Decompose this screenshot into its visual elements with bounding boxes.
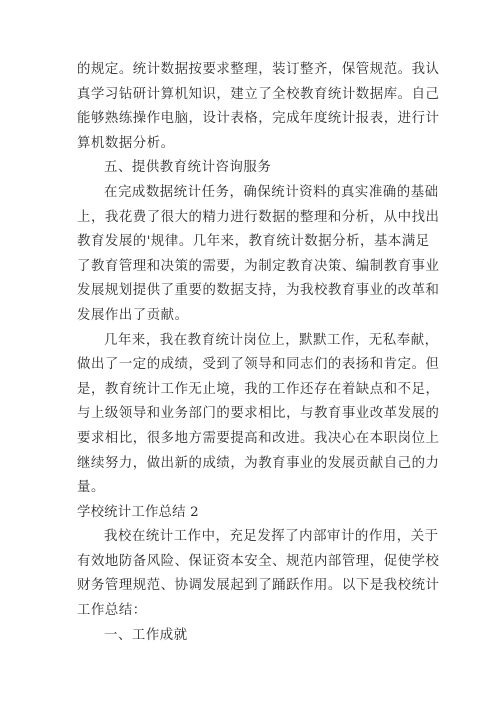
paragraph-line: 在完成数据统计任务，确保统计资料的真实准确的基础 — [104, 184, 439, 200]
paragraph-line: 财务管理规范、协调发展起到了踊跃作用。以下是我校统计 — [77, 578, 440, 594]
paragraph-line: 与上级领导和业务部门的要求相比，与教育事业改革发展的 — [77, 406, 440, 422]
section-heading: 五、提供教育统计咨询服务 — [104, 160, 272, 176]
document-page — [77, 58, 440, 648]
paragraph-line: 教育发展的'规律。几年来，教育统计数据分析，基本满足 — [77, 234, 430, 250]
paragraph-line: 要求相比，很多地方需要提高和改进。我决心在本职岗位上 — [77, 430, 440, 446]
paragraph-line: 能够熟练操作电脑，设计表格，完成年度统计报表，进行计 — [77, 111, 440, 127]
paragraph-line: 真学习钻研计算机知识，建立了全校教育统计数据库。自己 — [77, 86, 440, 102]
paragraph-line: 量。 — [77, 480, 105, 496]
paragraph-line: 是，教育统计工作无止境，我的工作还存在着缺点和不足， — [77, 381, 440, 397]
paragraph-line: 算机数据分析。 — [77, 135, 175, 151]
paragraph-line: 了教育管理和决策的需要，为制定教育决策、编制教育事业 — [77, 258, 440, 274]
paragraph-line: 几年来，我在教育统计岗位上，默默工作，无私奉献， — [104, 332, 439, 348]
paragraph-line: 做出了一定的成绩，受到了领导和同志们的表扬和肯定。但 — [77, 357, 440, 373]
paragraph-line: 发展作出了贡献。 — [77, 307, 189, 323]
paragraph-line: 有效地防备风险、保证资本安全、规范内部管理，促使学校 — [77, 553, 440, 569]
paragraph-line: 上，我花费了很大的精力进行数据的整理和分析，从中找出 — [77, 209, 440, 225]
section-heading: 一、工作成就 — [104, 627, 188, 643]
document-title: 学校统计工作总结 2 — [77, 504, 199, 520]
paragraph-line: 继续努力，做出新的成绩，为教育事业的发展贡献自己的力 — [77, 455, 440, 471]
paragraph-line: 发展规划提供了重要的数据支持，为我校教育事业的改革和 — [77, 283, 440, 299]
paragraph-line: 工作总结： — [77, 603, 147, 619]
paragraph-line: 的规定。统计数据按要求整理，装订整齐，保管规范。我认 — [77, 62, 440, 77]
paragraph-line: 我校在统计工作中，充足发挥了内部审计的作用，关于 — [104, 529, 439, 545]
